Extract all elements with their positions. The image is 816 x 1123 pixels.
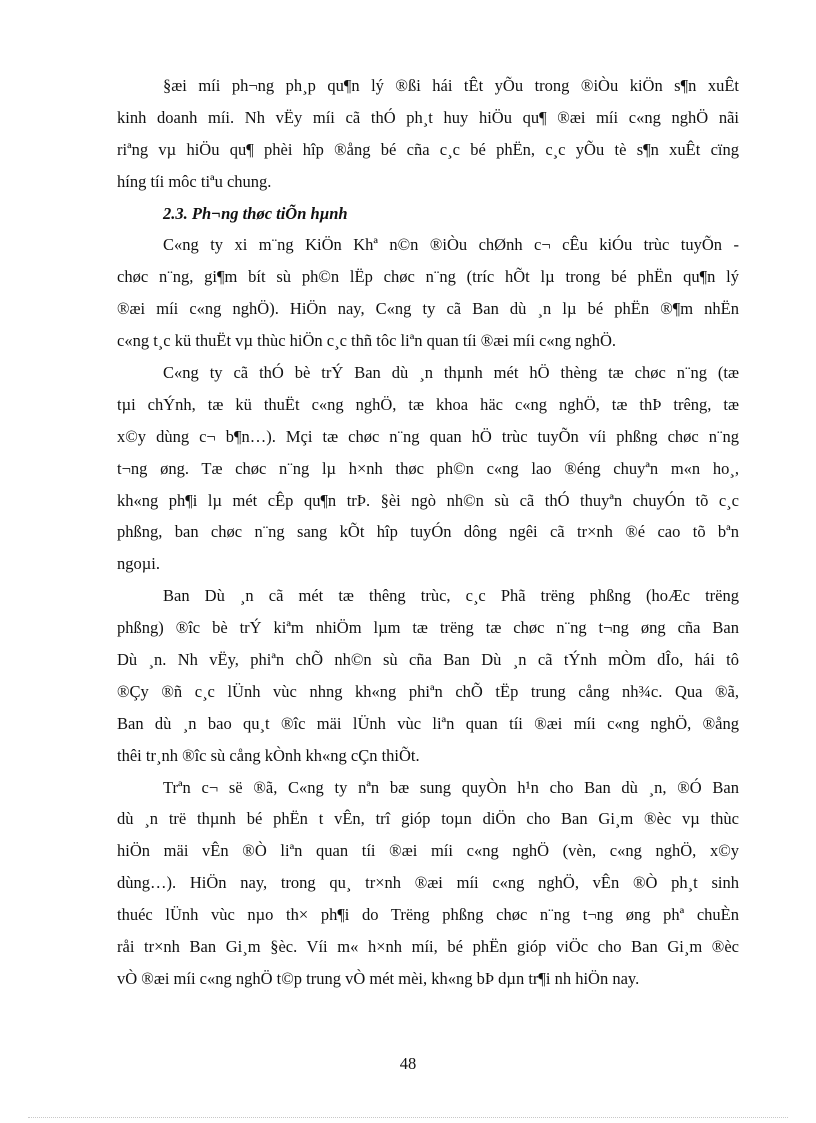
body-text: [117, 70, 739, 995]
text-line: phßng) ®îc bè trÝ kiªm nhiÖm lµm tæ trëng tæ chøc n¨ng t¬ng øng cña Ban: [117, 618, 739, 638]
section-heading-text: 2.3. Ph¬ng thøc tiÕn hµnh: [163, 203, 348, 223]
text-line: kinh doanh míi. Nh vËy míi cã thÓ ph¸t huy hiÖu qu¶ ®æi míi c«ng nghÖ nãi: [117, 107, 739, 127]
text-line: t¬ng øng. Tæ chøc n¨ng lµ h×nh thøc ph©n c«ng lao ®éng chuyªn m«n ho¸,: [117, 458, 739, 478]
text-line: c«ng t¸c kü thuËt vµ thùc hiÖn c¸c thñ tôc liªn quan tíi ®æi míi c«ng nghÖ.: [117, 331, 617, 351]
text-line: Trªn c¬ së ®ã, C«ng ty nªn bæ sung quyÒn h¹n cho Ban dù ¸n, ®Ó Ban: [163, 777, 739, 797]
text-line: dùng…). HiÖn nay, trong qu¸ tr×nh ®æi míi c«ng nghÖ, vÊn ®Ò ph¸t sinh: [117, 873, 739, 893]
section-heading: [117, 198, 739, 230]
paragraph-2: [117, 229, 739, 357]
text-line: riªng vµ hiÖu qu¶ phèi hîp ®ång bé cña c¸c bé phËn, c¸c yÕu tè s¶n xuÊt cïng: [117, 139, 739, 159]
text-line: x©y dùng c¬ b¶n…). Mçi tæ chøc n¨ng quan hÖ trùc tuyÕn víi phßng chøc n¨ng: [117, 426, 739, 446]
text-line: Dù ¸n. Nh vËy, phiªn chÕ nh©n sù cña Ban Dù ¸n cã tÝnh mÒm dÎo, hái tô: [117, 650, 739, 670]
text-line: thêi tr¸nh ®îc sù cång kÒnh kh«ng cÇn thiÕt.: [117, 745, 420, 765]
text-line: phßng, ban chøc n¨ng sang kÕt hîp tuyÓn dông ngêi cã tr×nh ®é cao tõ bªn: [117, 522, 739, 542]
paragraph-4: [117, 580, 739, 771]
text-line: ®Çy ®ñ c¸c lÜnh vùc nhng kh«ng phiªn chÕ tËp trung cång nh¾c. Qua ®ã,: [117, 681, 739, 701]
text-line: råi tr×nh Ban Gi¸m §èc. Víi m« h×nh míi, bé phËn gióp viÖc cho Ban Gi¸m ®èc: [117, 937, 739, 957]
text-line: Ban Dù ¸n cã mét tæ thêng trùc, c¸c Phã trëng phßng (hoÆc trëng: [163, 586, 739, 606]
text-line: híng tíi môc tiªu chung.: [117, 171, 272, 191]
text-line: hiÖn mäi vÊn ®Ò liªn quan tíi ®æi míi c«ng nghÖ (vèn, c«ng nghÖ, x©y: [117, 841, 739, 861]
paragraph-1: [117, 70, 739, 198]
text-line: Ban dù ¸n bao qu¸t ®îc mäi lÜnh vùc liªn quan tíi ®æi míi c«ng nghÖ, ®ång: [117, 713, 739, 733]
text-line: vÒ ®æi míi c«ng nghÖ t©p trung vÒ mét mèi, kh«ng bÞ dµn tr¶i nh hiÖn nay.: [117, 968, 640, 988]
paragraph-3: [117, 357, 739, 580]
footer-divider: [28, 1117, 788, 1118]
text-line: C«ng ty xi m¨ng KiÖn Khª n©n ®iÒu chØnh c¬ cÊu kiÓu trùc tuyÕn -: [163, 235, 739, 255]
text-line: ngoµi.: [117, 554, 160, 574]
text-line: thuéc lÜnh vùc nµo th× ph¶i do Trëng phßng chøc n¨ng t¬ng øng phª chuÈn: [117, 905, 739, 925]
text-line: C«ng ty cã thÓ bè trÝ Ban dù ¸n thµnh mét hÖ thèng tæ chøc n¨ng (tæ: [163, 363, 739, 383]
text-line: kh«ng ph¶i lµ mét cÊp qu¶n trÞ. §èi ngò nh©n sù cã thÓ thuyªn chuyÓn tõ c¸c: [117, 490, 739, 510]
text-line: §æi míi ph¬ng ph¸p qu¶n lý ®ßi hái tÊt yÕu trong ®iÒu kiÖn s¶n xuÊt: [163, 76, 739, 95]
text-line: tµi chÝnh, tæ kü thuËt c«ng nghÖ, tæ khoa häc c«ng nghÖ, tæ thÞ trêng, tæ: [117, 394, 739, 414]
text-line: chøc n¨ng, gi¶m bít sù ph©n lËp chøc n¨ng (tríc hÕt lµ trong bé phËn qu¶n lý: [117, 267, 739, 287]
paragraph-5: [117, 772, 739, 995]
page-number: 48: [399, 1054, 417, 1073]
text-line: ®æi míi c«ng nghÖ). HiÖn nay, C«ng ty cã Ban dù ¸n lµ bé phËn ®¶m nhËn: [117, 299, 739, 319]
text-line: dù ¸n trë thµnh bé phËn t vÊn, trî gióp toµn diÖn cho Ban Gi¸m ®èc vµ thùc: [117, 809, 739, 829]
